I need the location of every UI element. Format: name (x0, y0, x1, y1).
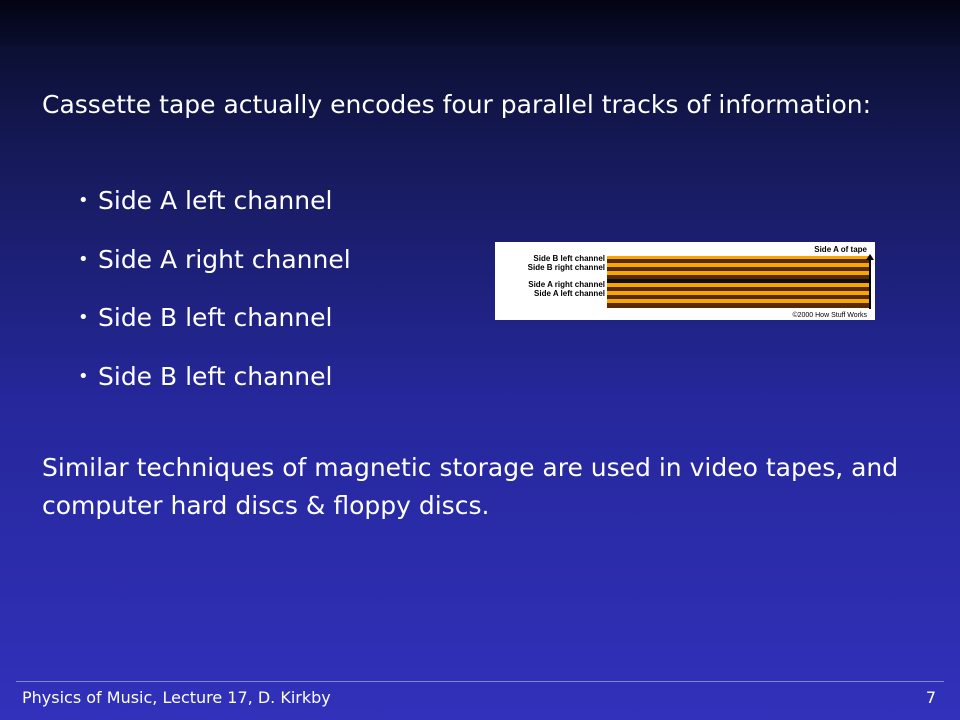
intro-text: Cassette tape actually encodes four parallel tracks of information: (42, 90, 872, 119)
top-band (0, 0, 960, 46)
bullet-icon: • (78, 190, 89, 211)
arrow-up-icon (866, 254, 874, 260)
figure-title: Side A of tape (814, 245, 867, 254)
bullet-item (78, 180, 351, 239)
tape-tracks-figure (495, 242, 875, 320)
footer-course-title: Physics of Music, Lecture 17, D. Kirkby (22, 688, 331, 707)
track-label: Side B left channel (533, 254, 605, 263)
bullet-text: Side B left channel (98, 303, 333, 333)
footer-divider (16, 681, 944, 682)
tape-direction-line (869, 256, 871, 309)
bullet-icon: • (78, 248, 89, 270)
figure-credit: ©2000 How Stuff Works (792, 312, 867, 319)
slide-number: 7 (925, 688, 936, 707)
bullet-text: Side A left channel (98, 186, 333, 215)
tape-illustration (607, 254, 871, 309)
bullet-list (78, 180, 351, 414)
bullet-text: Side B left channel (98, 361, 333, 391)
bullet-item (78, 356, 351, 415)
track-label: Side B right channel (527, 262, 605, 272)
bullet-item (78, 297, 351, 356)
figure-labels-side-a (497, 281, 605, 298)
bullet-item (78, 239, 351, 298)
track-label: Side A right channel (528, 280, 605, 289)
closing-text: Similar techniques of magnetic storage are used in video tapes, and computer hard discs & floppy discs. (42, 453, 899, 520)
track-label: Side A left channel (534, 288, 605, 298)
bullet-text: Side A right channel (98, 244, 351, 274)
bullet-icon: • (78, 307, 89, 329)
bullet-icon: • (78, 365, 89, 387)
figure-labels-side-b (497, 255, 605, 272)
